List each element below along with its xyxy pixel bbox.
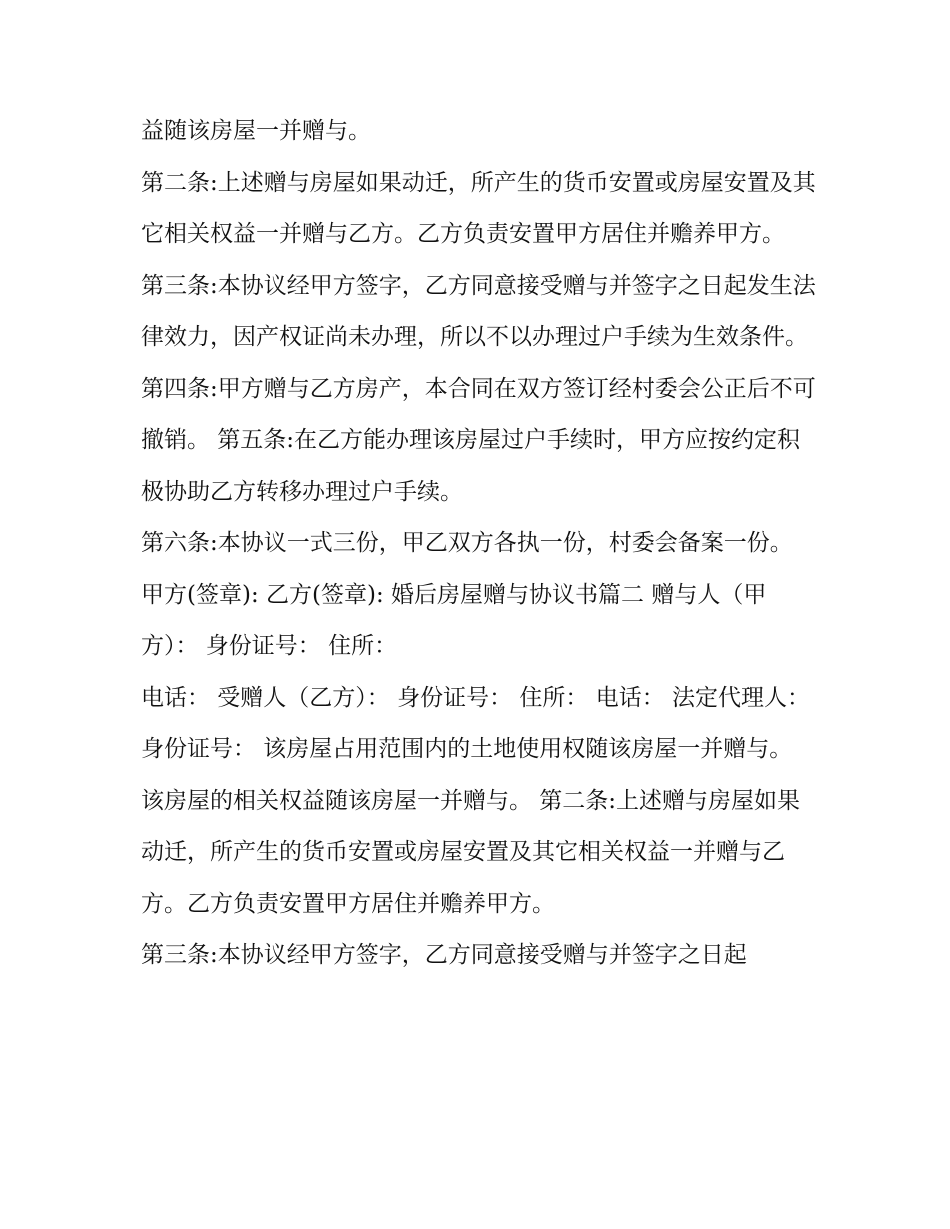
paragraph-gift-continuation: 益随该房屋一并赠与。 — [141, 118, 371, 144]
paragraph-article-6-signatures: 第六条:本协议一式三份，甲乙双方各执一份，村委会备案一份。 甲方(签章): 乙方(签章): 婚后房屋赠与协议书篇二 赠与人（甲方）： 身份证号： 住所： — [141, 530, 793, 659]
document-body — [141, 106, 821, 982]
paragraph-article-3-repeat: 第三条:本协议经甲方签字，乙方同意接受赠与并签字之日起 — [141, 942, 747, 968]
paragraph-related-rights: 该房屋的相关权益随该房屋一并赠与。 第二条:上述赠与房屋如果动迁，所产生的货币安置或房屋安置及其它相关权益一并赠与乙方。乙方负责安置甲方居住并赡养甲方。 — [141, 787, 801, 917]
paragraph-article-4-5: 第四条:甲方赠与乙方房产，本合同在双方签订经村委会公正后不可撤销。 第五条:在乙方能办理该房屋过户手续时，甲方应按约定积极协助乙方转移办理过户手续。 — [141, 375, 816, 505]
paragraph-parties-info: 电话： 受赠人（乙方）： 身份证号： 住所： 电话： 法定代理人： 身份证号： 该房屋占用范围内的土地使用权随该房屋一并赠与。 — [141, 684, 811, 762]
paragraph-article-2: 第二条:上述赠与房屋如果动迁，所产生的货币安置或房屋安置及其它相关权益一并赠与乙方。乙方负责安置甲方居住并赡养甲方。 — [141, 169, 816, 247]
paragraph-article-3: 第三条:本协议经甲方签字，乙方同意接受赠与并签字之日起发生法律效力，因产权证尚未办理，所以不以办理过户手续为生效条件。 — [141, 272, 816, 350]
